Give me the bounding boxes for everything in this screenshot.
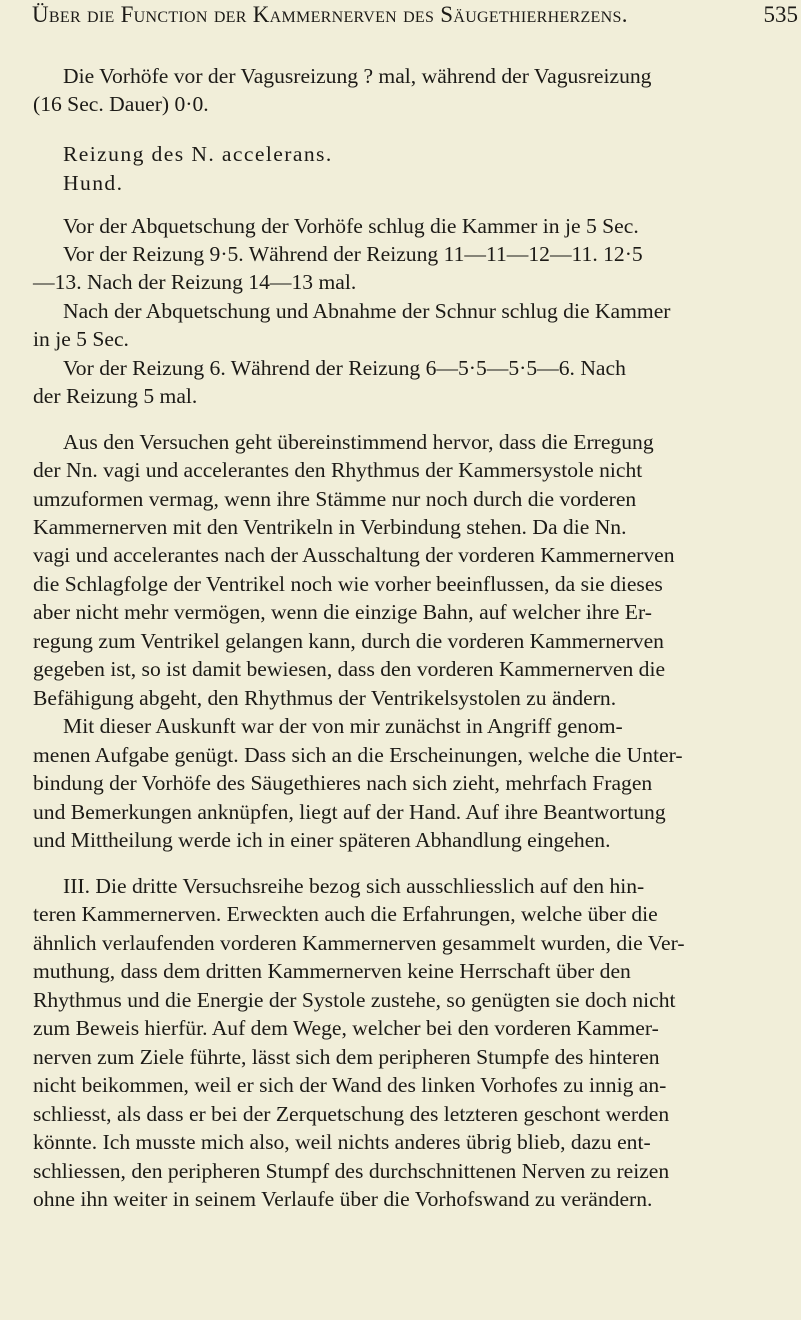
paragraph-line: III. Die dritte Versuchsreihe bezog sich ausschliesslich auf den hin-	[63, 874, 645, 898]
paragraph-line: teren Kammernerven. Erweckten auch die Erfahrungen, welche über die	[33, 902, 658, 926]
paragraph-line: könnte. Ich musste mich also, weil nichts anderes übrig blieb, dazu ent-	[33, 1130, 651, 1154]
paragraph-line: nicht beikommen, weil er sich der Wand des linken Vorhofes zu innig an-	[33, 1073, 667, 1097]
page-number: 535	[763, 2, 798, 27]
text-line: Vor der Abquetschung der Vorhöfe schlug die Kammer in je 5 Sec.	[63, 214, 639, 238]
paragraph-line: ohne ihn weiter in seinem Verlaufe über die Vorhofswand zu verändern.	[33, 1187, 653, 1211]
paragraph-line: Aus den Versuchen geht übereinstimmend hervor, dass die Erregung	[63, 430, 654, 454]
paragraph-line: menen Aufgabe genügt. Dass sich an die Erscheinungen, welche die Unter-	[33, 743, 683, 767]
paragraph-line: muthung, dass dem dritten Kammernerven keine Herrschaft über den	[33, 959, 631, 983]
section-subheading: Hund.	[63, 171, 124, 195]
text-line: Die Vorhöfe vor der Vagusreizung ? mal, während der Vagusreizung	[63, 64, 652, 88]
text-line: in je 5 Sec.	[33, 327, 129, 351]
paragraph-line: Mit dieser Auskunft war der von mir zunächst in Angriff genom-	[63, 714, 623, 738]
text-line: Vor der Reizung 6. Während der Reizung 6—5·5—5·5—6. Nach	[63, 356, 626, 380]
paragraph-line: schliesst, als dass er bei der Zerquetschung des letzteren geschont werden	[33, 1102, 670, 1126]
text-line: Nach der Abquetschung und Abnahme der Schnur schlug die Kammer	[63, 299, 671, 323]
paragraph-line: bindung der Vorhöfe des Säugethieres nach sich zieht, mehrfach Fragen	[33, 771, 653, 795]
paragraph-line: schliessen, den peripheren Stumpf des durchschnittenen Nerven zu reizen	[33, 1159, 670, 1183]
paragraph-line: die Schlagfolge der Ventrikel noch wie vorher beeinflussen, da sie dieses	[33, 572, 663, 596]
section-heading: Reizung des N. accelerans.	[63, 142, 333, 166]
paragraph-line: umzuformen vermag, wenn ihre Stämme nur noch durch die vorderen	[33, 487, 637, 511]
paragraph-line: und Mittheilung werde ich in einer späteren Abhandlung eingehen.	[33, 828, 611, 852]
text-line: Vor der Reizung 9·5. Während der Reizung 11—11—12—11. 12·5	[63, 242, 643, 266]
paragraph-line: ähnlich verlaufenden vorderen Kammernerven gesammelt wurden, die Ver-	[33, 931, 685, 955]
running-head	[32, 2, 801, 30]
paragraph-line: Kammernerven mit den Ventrikeln in Verbindung stehen. Da die Nn.	[33, 515, 627, 539]
paragraph-line: vagi und accelerantes nach der Ausschaltung der vorderen Kammernerven	[33, 543, 675, 567]
paragraph-line: regung zum Ventrikel gelangen kann, durch die vorderen Kammernerven	[33, 629, 664, 653]
paragraph-line: aber nicht mehr vermögen, wenn die einzige Bahn, auf welcher ihre Er-	[33, 600, 652, 624]
paragraph-line: der Nn. vagi und accelerantes den Rhythmus der Kammersystole nicht	[33, 458, 643, 482]
paragraph-line: zum Beweis hierfür. Auf dem Wege, welcher bei den vorderen Kammer-	[33, 1016, 659, 1040]
running-title: Über die Function der Kammernerven des Säugethierherzens.	[32, 2, 628, 27]
paragraph-line: Befähigung abgeht, den Rhythmus der Ventrikelsystolen zu ändern.	[33, 686, 617, 710]
paragraph-line: nerven zum Ziele führte, lässt sich dem peripheren Stumpfe des hinteren	[33, 1045, 660, 1069]
text-line: —13. Nach der Reizung 14—13 mal.	[33, 270, 357, 294]
paragraph-line: und Bemerkungen anknüpfen, liegt auf der Hand. Auf ihre Beantwortung	[33, 800, 666, 824]
text-line: der Reizung 5 mal.	[33, 384, 198, 408]
text-line: (16 Sec. Dauer) 0·0.	[33, 92, 209, 116]
paragraph-line: Rhythmus und die Energie der Systole zustehe, so genügten sie doch nicht	[33, 988, 676, 1012]
paragraph-line: gegeben ist, so ist damit bewiesen, dass den vorderen Kammernerven die	[33, 657, 666, 681]
